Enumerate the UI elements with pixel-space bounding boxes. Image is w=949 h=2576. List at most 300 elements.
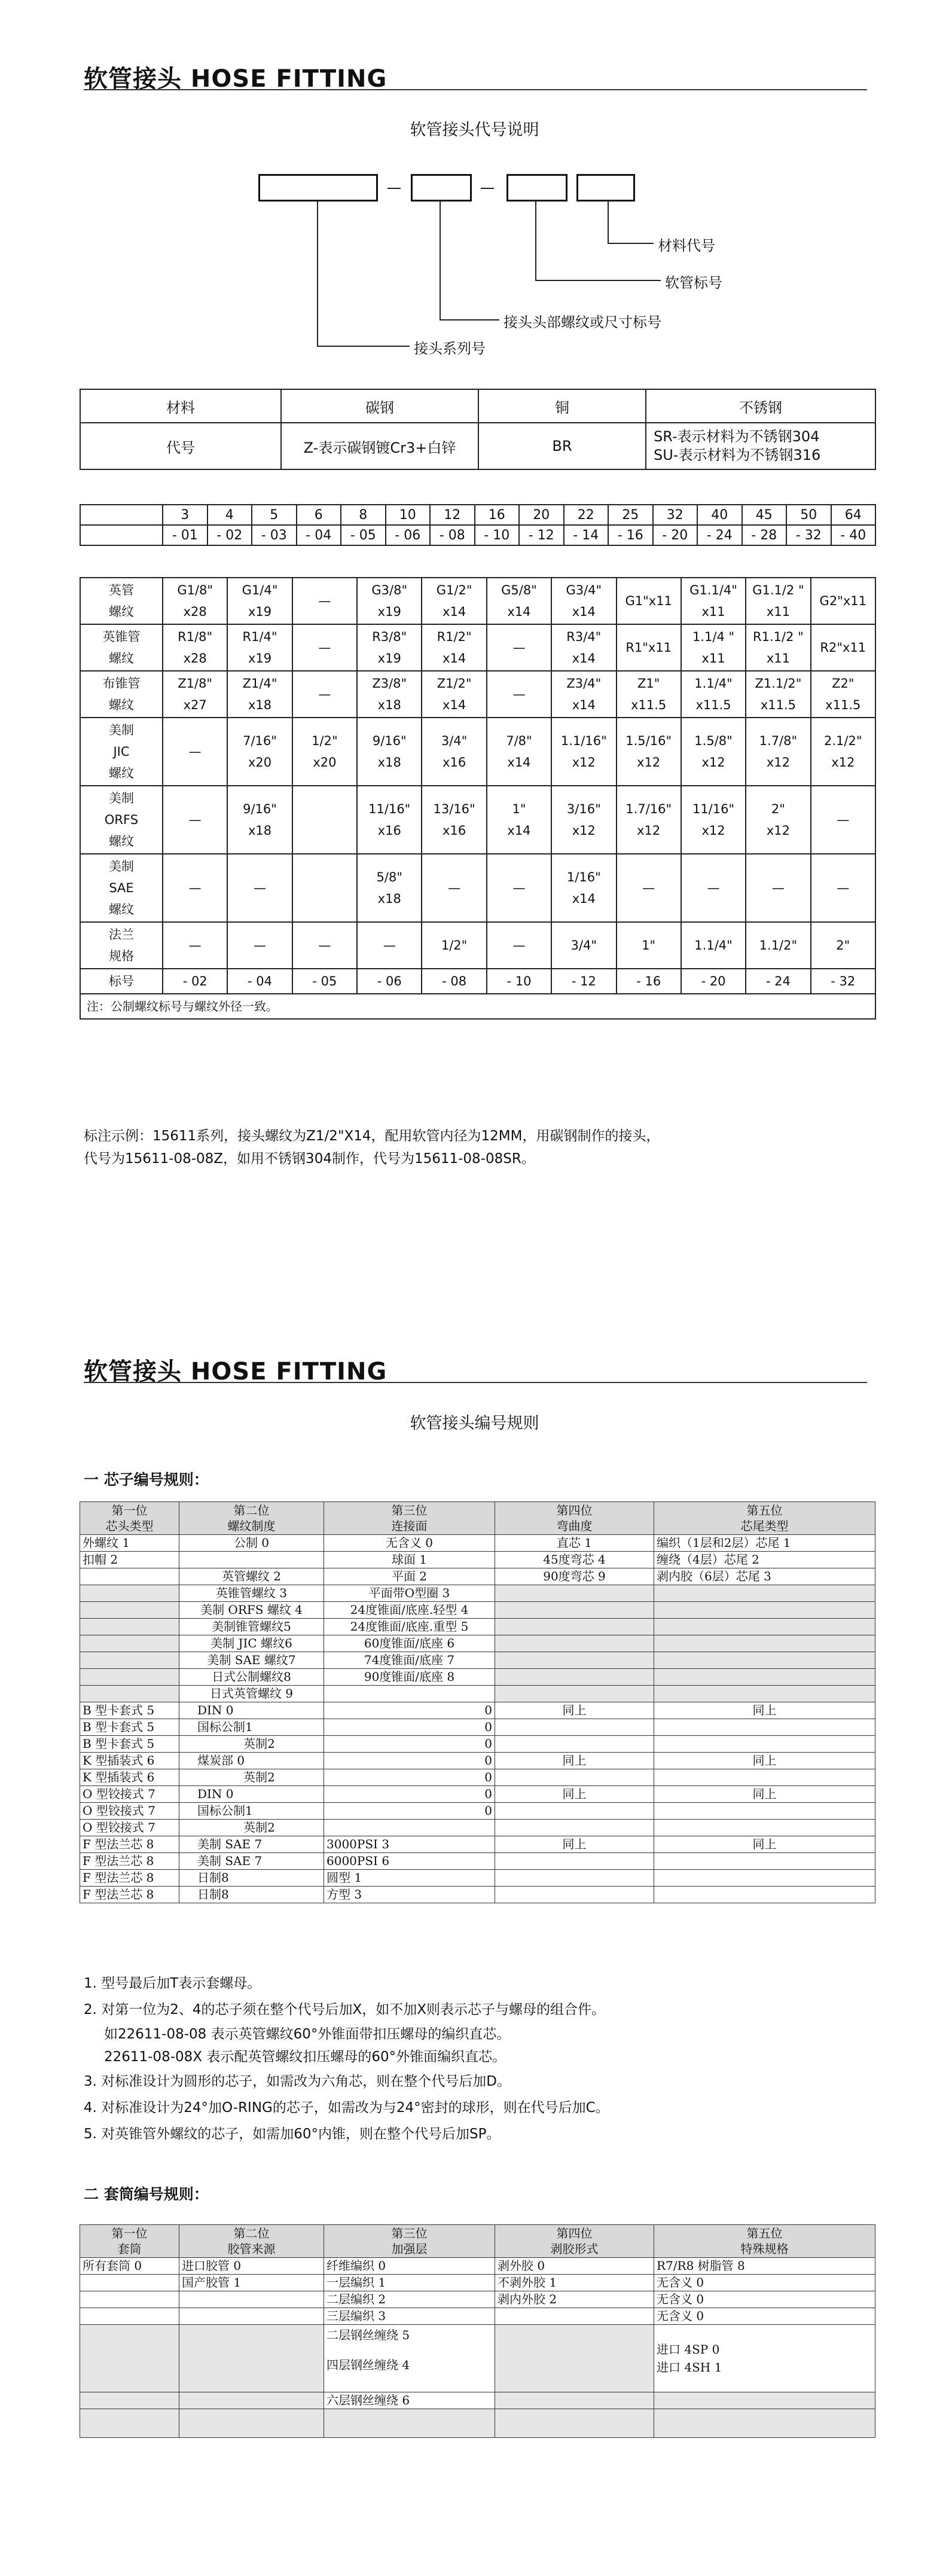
- label-thread-code: 接头头部螺纹或尺寸标号: [504, 314, 661, 331]
- size-blank-bottom: [80, 525, 163, 545]
- core-row: [80, 1568, 875, 1585]
- thread-row: [80, 671, 875, 718]
- size-diameter-cell: 22: [564, 505, 609, 525]
- core-cell: 平面带O型圈 3: [324, 1585, 495, 1602]
- thread-spec-cell: 1.1/16" x12: [551, 718, 616, 786]
- core-cell: [654, 1803, 875, 1820]
- core-cell: 无含义 0: [324, 1535, 495, 1552]
- core-cell: 0: [324, 1803, 495, 1820]
- sleeve-cell: [80, 2291, 179, 2308]
- label-material-code: 材料代号: [658, 237, 715, 254]
- sleeve-row: [80, 2275, 875, 2291]
- thread-type-name: 英管 螺纹: [80, 578, 163, 624]
- core-cell: 0: [324, 1786, 495, 1803]
- core-cell: [495, 1820, 654, 1836]
- core-row: [80, 1769, 875, 1786]
- core-cell: [495, 1853, 654, 1870]
- thread-spec-cell: —: [227, 922, 292, 969]
- core-cell: 同上: [654, 1786, 875, 1803]
- thread-spec-cell: —: [746, 854, 810, 922]
- size-diameter-cell: 20: [519, 505, 564, 525]
- thread-label-cell: - 16: [617, 969, 681, 994]
- thread-spec-cell: Z1/4" x18: [227, 671, 292, 718]
- core-numbering-table: [80, 1501, 875, 1903]
- thread-spec-cell: G1/2" x14: [422, 578, 486, 624]
- thread-spec-cell: Z3/8" x18: [357, 671, 422, 718]
- core-cell: [495, 1719, 654, 1736]
- thread-spec-cell: R1/8" x28: [163, 624, 227, 671]
- core-cell: 美制 JIC 螺纹6: [179, 1635, 324, 1652]
- core-cell: F 型法兰芯 8: [80, 1853, 179, 1870]
- core-cell: [495, 1686, 654, 1702]
- core-row: [80, 1786, 875, 1803]
- core-cell: O 型铰接式 7: [80, 1786, 179, 1803]
- core-cell: 60度锥面/底座 6: [324, 1635, 495, 1652]
- thread-spec-cell: G3/4" x14: [551, 578, 616, 624]
- copper-header: 铜: [478, 389, 646, 423]
- thread-spec-cell: —: [487, 671, 551, 718]
- core-row: [80, 1619, 875, 1635]
- sleeve-header-cell: 第一位 套筒: [80, 2225, 179, 2258]
- thread-spec-cell: 1.5/16" x12: [617, 718, 681, 786]
- core-header-cell: 第四位 弯曲度: [495, 1502, 654, 1535]
- core-cell: [654, 1602, 875, 1619]
- size-code-cell: - 02: [208, 525, 252, 545]
- size-code-cell: - 03: [252, 525, 297, 545]
- example-line-2: 代号为15611-08-08Z，如用不锈钢304制作，代号为15611-08-08SR。: [84, 1151, 535, 1167]
- thread-spec-cell: —: [811, 786, 875, 854]
- thread-spec-cell: G3/8" x19: [357, 578, 422, 624]
- size-code-cell: - 20: [653, 525, 698, 545]
- core-cell: [80, 1568, 179, 1585]
- thread-spec-cell: —: [163, 922, 227, 969]
- core-cell: [80, 1686, 179, 1702]
- thread-spec-cell: —: [163, 854, 227, 922]
- thread-spec-cell: Z1" x11.5: [617, 671, 681, 718]
- core-cell: 同上: [495, 1786, 654, 1803]
- core-cell: [80, 1585, 179, 1602]
- core-row: [80, 1669, 875, 1686]
- core-cell: 缠绕（4层）芯尾 2: [654, 1552, 875, 1568]
- core-cell: B 型卡套式 5: [80, 1702, 179, 1719]
- core-cell: [495, 1870, 654, 1887]
- thread-spec-cell: R1/2" x14: [422, 624, 486, 671]
- thread-spec-cell: R1.1/2 " x11: [746, 624, 810, 671]
- thread-spec-cell: 7/16" x20: [227, 718, 292, 786]
- core-row: [80, 1820, 875, 1836]
- sleeve-cell: 三层编织 3: [324, 2308, 495, 2325]
- sleeve-spiral-cell: 二层钢丝缠绕 5 四层钢丝缠绕 4: [324, 2325, 495, 2392]
- thread-spec-cell: 1": [617, 922, 681, 969]
- example-line-1: 标注示例：15611系列，接头螺纹为Z1/2"X14，配用软管内径为12MM，用碳钢制作的接头，: [84, 1128, 660, 1144]
- core-cell: 0: [324, 1769, 495, 1786]
- thread-spec-cell: —: [617, 854, 681, 922]
- core-cell: [80, 1602, 179, 1619]
- core-cell: 24度锥面/底座.重型 5: [324, 1619, 495, 1635]
- copper-code: BR: [478, 423, 646, 469]
- thread-spec-cell: 1.7/16" x12: [617, 786, 681, 854]
- sleeve-cell: 所有套筒 0: [80, 2258, 179, 2275]
- sleeve-rules-heading: 二 套筒编号规则：: [84, 2186, 209, 2203]
- size-code-cell: - 24: [697, 525, 742, 545]
- thread-spec-cell: G1.1/2 " x11: [746, 578, 810, 624]
- core-cell: 同上: [495, 1702, 654, 1719]
- core-cell: 球面 1: [324, 1552, 495, 1568]
- core-cell: [324, 1686, 495, 1702]
- core-cell: [654, 1736, 875, 1753]
- thread-type-name: 英锥管 螺纹: [80, 624, 163, 671]
- thread-type-name: 布锥管 螺纹: [80, 671, 163, 718]
- core-cell: F 型法兰芯 8: [80, 1870, 179, 1887]
- sleeve-special-cell: 进口 4SP 0 进口 4SH 1: [654, 2325, 875, 2392]
- stainless-code: SR-表示材料为不锈钢304 SU-表示材料为不锈钢316: [646, 423, 875, 469]
- thread-spec-cell: —: [163, 786, 227, 854]
- thread-spec-cell: G1/8" x28: [163, 578, 227, 624]
- core-cell: 同上: [495, 1753, 654, 1769]
- core-cell: [654, 1686, 875, 1702]
- core-cell: [495, 1803, 654, 1820]
- thread-row: [80, 718, 875, 786]
- core-cell: DIN 0: [179, 1702, 324, 1719]
- code-box-thread: [411, 174, 472, 202]
- core-cell: [654, 1719, 875, 1736]
- thread-spec-cell: 13/16" x16: [422, 786, 486, 854]
- size-code-cell: - 12: [519, 525, 564, 545]
- core-row: [80, 1736, 875, 1753]
- core-cell: 国标公制1: [179, 1803, 324, 1820]
- thread-spec-cell: 1.1/2": [746, 922, 810, 969]
- carbon-header: 碳钢: [281, 389, 478, 423]
- sleeve-cell: [324, 2409, 495, 2438]
- thread-row: [80, 578, 875, 624]
- sleeve-cell: [179, 2392, 324, 2409]
- core-row: [80, 1719, 875, 1736]
- thread-spec-cell: 9/16" x18: [357, 718, 422, 786]
- thread-spec-cell: —: [487, 854, 551, 922]
- core-cell: 同上: [654, 1836, 875, 1853]
- core-cell: [80, 1635, 179, 1652]
- size-diameter-cell: 64: [831, 505, 876, 525]
- sleeve-cell: [80, 2275, 179, 2291]
- core-cell: [654, 1820, 875, 1836]
- size-blank-top: [80, 505, 163, 525]
- core-row: [80, 1836, 875, 1853]
- sleeve-cell: [654, 2409, 875, 2438]
- thread-label-name: 标号: [80, 969, 163, 994]
- core-cell: 外螺纹 1: [80, 1535, 179, 1552]
- core-cell: 国标公制1: [179, 1719, 324, 1736]
- carbon-code: Z-表示碳钢镀Cr3+白锌: [281, 423, 478, 469]
- core-cell: 同上: [654, 1702, 875, 1719]
- thread-spec-cell: 3/4": [551, 922, 616, 969]
- size-diameter-cell: 45: [742, 505, 787, 525]
- thread-type-name: 美制 ORFS 螺纹: [80, 786, 163, 854]
- thread-row: [80, 624, 875, 671]
- sleeve-header-cell: 第五位 特殊规格: [654, 2225, 875, 2258]
- size-diameter-cell: 10: [386, 505, 431, 525]
- core-cell: 0: [324, 1736, 495, 1753]
- sleeve-cell: 纤维编织 0: [324, 2258, 495, 2275]
- sleeve-row: [80, 2291, 875, 2308]
- sleeve-cell: [495, 2308, 654, 2325]
- thread-spec-cell: [292, 854, 357, 922]
- core-cell: 剥内胶（6层）芯尾 3: [654, 1568, 875, 1585]
- core-cell: 90度锥面/底座 8: [324, 1669, 495, 1686]
- core-cell: 0: [324, 1719, 495, 1736]
- sleeve-row: [80, 2258, 875, 2275]
- size-diameter-cell: 6: [297, 505, 341, 525]
- size-code-cell: - 14: [564, 525, 609, 545]
- thread-spec-cell: G1/4" x19: [227, 578, 292, 624]
- thread-spec-cell: G1"x11: [617, 578, 681, 624]
- sleeve-cell: 进口胶管 0: [179, 2258, 324, 2275]
- thread-spec-cell: 1/2" x20: [292, 718, 357, 786]
- size-code-cell: - 40: [831, 525, 876, 545]
- thread-label-cell: - 05: [292, 969, 357, 994]
- note-5: 5. 对英锥管外螺纹的芯子，如需加60°内锥，则在整个代号后加SP。: [84, 2126, 501, 2142]
- core-cell: K 型插装式 6: [80, 1753, 179, 1769]
- label-hose-code: 软管标号: [665, 274, 722, 291]
- thread-spec-cell: 1.1/4" x11.5: [681, 671, 746, 718]
- size-code-cell: - 04: [297, 525, 341, 545]
- sleeve-cell: 六层钢丝缠绕 6: [324, 2392, 495, 2409]
- thread-spec-cell: Z1/8" x27: [163, 671, 227, 718]
- material-header: 材料: [80, 389, 281, 423]
- thread-spec-cell: R3/4" x14: [551, 624, 616, 671]
- core-cell: 45度弯芯 4: [495, 1552, 654, 1568]
- thread-spec-cell: R1/4" x19: [227, 624, 292, 671]
- thread-spec-cell: 1.5/8" x12: [681, 718, 746, 786]
- core-cell: B 型卡套式 5: [80, 1719, 179, 1736]
- size-diameter-cell: 50: [786, 505, 831, 525]
- sleeve-cell: [179, 2409, 324, 2438]
- thread-spec-cell: —: [487, 624, 551, 671]
- code-label: 代号: [80, 423, 281, 469]
- sleeve-cell: [495, 2325, 654, 2392]
- core-row: [80, 1702, 875, 1719]
- core-cell: [179, 1552, 324, 1568]
- core-row: [80, 1870, 875, 1887]
- label-series-code: 接头系列号: [414, 340, 486, 357]
- core-cell: 编织（1层和2层）芯尾 1: [654, 1535, 875, 1552]
- thread-type-name: 法兰 规格: [80, 922, 163, 969]
- sleeve-cell: [654, 2392, 875, 2409]
- core-row: [80, 1803, 875, 1820]
- thread-type-name: 美制 SAE 螺纹: [80, 854, 163, 922]
- size-code-cell: - 01: [163, 525, 208, 545]
- core-cell: [495, 1619, 654, 1635]
- size-code-cell: - 06: [386, 525, 431, 545]
- sleeve-cell: 二层编织 2: [324, 2291, 495, 2308]
- core-cell: F 型法兰芯 8: [80, 1887, 179, 1903]
- thread-spec-cell: 1" x14: [487, 786, 551, 854]
- size-code-cell: - 10: [475, 525, 520, 545]
- thread-label-cell: - 32: [811, 969, 875, 994]
- sleeve-cell: 一层编织 1: [324, 2275, 495, 2291]
- core-cell: [495, 1736, 654, 1753]
- sleeve-blank-row: [80, 2409, 875, 2438]
- sleeve-cell: 无含义 0: [654, 2291, 875, 2308]
- core-row: [80, 1686, 875, 1702]
- size-diameter-cell: 8: [341, 505, 386, 525]
- section2-rule: [84, 1382, 867, 1383]
- core-cell: 24度锥面/底座.轻型 4: [324, 1602, 495, 1619]
- core-cell: F 型法兰芯 8: [80, 1836, 179, 1853]
- core-cell: 美制 SAE 7: [179, 1853, 324, 1870]
- thread-spec-cell: G1.1/4" x11: [681, 578, 746, 624]
- thread-spec-cell: 1/2": [422, 922, 486, 969]
- code-box-hose: [506, 174, 567, 202]
- core-header-cell: 第二位 螺纹制度: [179, 1502, 324, 1535]
- size-diameter-cell: 5: [252, 505, 297, 525]
- thread-spec-cell: —: [227, 854, 292, 922]
- core-cell: 英锥管螺纹 3: [179, 1585, 324, 1602]
- thread-spec-cell: —: [811, 854, 875, 922]
- core-header-cell: 第三位 连接面: [324, 1502, 495, 1535]
- core-cell: [324, 1820, 495, 1836]
- core-cell: 日制8: [179, 1870, 324, 1887]
- core-cell: [495, 1585, 654, 1602]
- core-cell: B 型卡套式 5: [80, 1736, 179, 1753]
- thread-spec-cell: 5/8" x18: [357, 854, 422, 922]
- core-header-cell: 第五位 芯尾类型: [654, 1502, 875, 1535]
- core-cell: 日式公制螺纹8: [179, 1669, 324, 1686]
- core-cell: O 型铰接式 7: [80, 1803, 179, 1820]
- section1-title: 软管接头 HOSE FITTING: [84, 65, 387, 93]
- thread-spec-cell: [292, 786, 357, 854]
- thread-spec-cell: 11/16" x16: [357, 786, 422, 854]
- core-cell: O 型铰接式 7: [80, 1820, 179, 1836]
- thread-spec-cell: 11/16" x12: [681, 786, 746, 854]
- core-header-cell: 第一位 芯头类型: [80, 1502, 179, 1535]
- numbering-rules-title: 软管接头编号规则: [410, 1414, 539, 1433]
- size-diameter-cell: 3: [163, 505, 208, 525]
- sleeve-header-cell: 第二位 胶管来源: [179, 2225, 324, 2258]
- thread-spec-cell: Z3/4" x14: [551, 671, 616, 718]
- thread-spec-cell: 2" x12: [746, 786, 810, 854]
- core-cell: [654, 1585, 875, 1602]
- material-table: [80, 389, 876, 470]
- thread-spec-cell: 7/8" x14: [487, 718, 551, 786]
- core-cell: [654, 1769, 875, 1786]
- thread-label-cell: - 24: [746, 969, 810, 994]
- core-cell: 6000PSI 6: [324, 1853, 495, 1870]
- core-cell: 美制锥管螺纹5: [179, 1619, 324, 1635]
- code-dash-1: [387, 188, 401, 189]
- core-row: [80, 1602, 875, 1619]
- core-cell: [654, 1669, 875, 1686]
- core-cell: 日制8: [179, 1887, 324, 1903]
- thread-spec-cell: 1/16" x14: [551, 854, 616, 922]
- thread-spec-cell: Z1/2" x14: [422, 671, 486, 718]
- thread-note: 注：公制螺纹标号与螺纹外径一致。: [80, 994, 875, 1019]
- size-diameter-cell: 12: [430, 505, 475, 525]
- sleeve-header-cell: 第四位 剥胶形式: [495, 2225, 654, 2258]
- thread-spec-cell: 3/16" x12: [551, 786, 616, 854]
- thread-spec-cell: 2": [811, 922, 875, 969]
- core-header-row: [80, 1502, 875, 1535]
- core-rules-heading: 一 芯子编号规则：: [84, 1471, 209, 1488]
- code-box-material: [576, 174, 635, 202]
- size-diameter-cell: 32: [653, 505, 698, 525]
- core-row: [80, 1853, 875, 1870]
- thread-spec-cell: —: [292, 624, 357, 671]
- core-cell: [80, 1619, 179, 1635]
- thread-row: [80, 786, 875, 854]
- core-cell: 0: [324, 1702, 495, 1719]
- core-cell: [495, 1887, 654, 1903]
- note-1: 1. 型号最后加T表示套螺母。: [84, 1976, 261, 1991]
- core-cell: 同上: [495, 1836, 654, 1853]
- size-code-cell: - 28: [742, 525, 787, 545]
- thread-spec-cell: —: [292, 671, 357, 718]
- thread-spec-cell: —: [357, 922, 422, 969]
- core-cell: [495, 1669, 654, 1686]
- note-4: 4. 对标准设计为24°加O-RING的芯子，如需改为与24°密封的球形，则在代号后加C。: [84, 2100, 609, 2116]
- note-3: 3. 对标准设计为圆形的芯子，如需改为六角芯，则在整个代号后加D。: [84, 2074, 511, 2089]
- thread-spec-cell: R1"x11: [617, 624, 681, 671]
- thread-spec-cell: G5/8" x14: [487, 578, 551, 624]
- thread-spec-cell: 9/16" x18: [227, 786, 292, 854]
- sleeve-spiral6-row: [80, 2392, 875, 2409]
- thread-note-row: [80, 994, 875, 1019]
- size-code-cell: - 32: [786, 525, 831, 545]
- sleeve-header-cell: 第三位 加强层: [324, 2225, 495, 2258]
- core-cell: [80, 1652, 179, 1669]
- core-cell: 直芯 1: [495, 1535, 654, 1552]
- thread-spec-cell: —: [292, 922, 357, 969]
- size-diameter-cell: 40: [697, 505, 742, 525]
- core-cell: DIN 0: [179, 1786, 324, 1803]
- size-code-cell: - 16: [608, 525, 653, 545]
- sleeve-cell: [495, 2392, 654, 2409]
- core-cell: 煤炭部 0: [179, 1753, 324, 1769]
- thread-label-row: [80, 969, 875, 994]
- core-row: [80, 1753, 875, 1769]
- sleeve-cell: 无含义 0: [654, 2275, 875, 2291]
- core-cell: 扣帽 2: [80, 1552, 179, 1568]
- core-row: [80, 1652, 875, 1669]
- core-cell: [654, 1619, 875, 1635]
- core-cell: 74度锥面/底座 7: [324, 1652, 495, 1669]
- core-cell: 英管螺纹 2: [179, 1568, 324, 1585]
- core-cell: 圆型 1: [324, 1870, 495, 1887]
- sleeve-cell: 国产胶管 1: [179, 2275, 324, 2291]
- note-2-example-2: 22611-08-08X 表示配英管螺纹扣压螺母的60°外锥面编织直芯。: [104, 2049, 506, 2065]
- section2-title: 软管接头 HOSE FITTING: [84, 1358, 387, 1385]
- code-box-series: [258, 174, 378, 202]
- thread-label-cell: - 12: [551, 969, 616, 994]
- thread-type-name: 美制 JIC 螺纹: [80, 718, 163, 786]
- core-cell: 日式英管螺纹 9: [179, 1686, 324, 1702]
- sleeve-row: [80, 2308, 875, 2325]
- sleeve-cell: R7/R8 树脂管 8: [654, 2258, 875, 2275]
- thread-spec-cell: G2"x11: [811, 578, 875, 624]
- sleeve-cell: [495, 2409, 654, 2438]
- sleeve-spiral-row: [80, 2325, 875, 2392]
- thread-spec-cell: —: [681, 854, 746, 922]
- sleeve-cell: 不剥外胶 1: [495, 2275, 654, 2291]
- sleeve-cell: [80, 2409, 179, 2438]
- thread-label-cell: - 06: [357, 969, 422, 994]
- sleeve-cell: [179, 2325, 324, 2392]
- core-row: [80, 1535, 875, 1552]
- code-dash-2: [481, 188, 494, 189]
- core-cell: K 型插装式 6: [80, 1769, 179, 1786]
- note-2: 2. 对第一位为2、4的芯子须在整个代号后加X，如不加X则表示芯子与螺母的组合件。: [84, 2002, 606, 2018]
- sleeve-cell: 无含义 0: [654, 2308, 875, 2325]
- sleeve-cell: [80, 2308, 179, 2325]
